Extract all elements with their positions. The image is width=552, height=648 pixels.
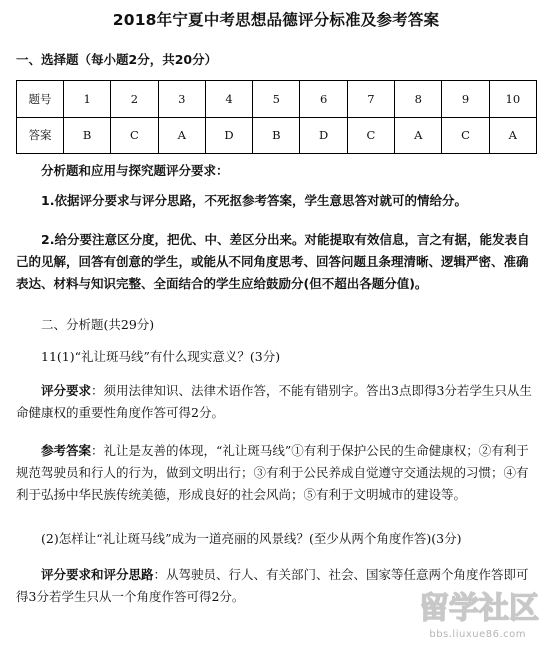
scoring-text: ：须用法律知识、法律术语作答，不能有错别字。答出3点即得3分若学生只从生命健康权的重要性角度作答可得2分。 xyxy=(16,383,532,420)
table-cell: C xyxy=(442,117,489,154)
table-row-answers xyxy=(17,117,537,154)
table-cell: D xyxy=(205,117,252,154)
question-11-2: (2)怎样让“礼让斑马线”成为一道亮丽的风景线？(至少从两个角度作答)(3分) xyxy=(41,531,462,546)
q11-1-scoring xyxy=(16,380,536,424)
section-1-heading: 一、选择题（每小题2分，共20分） xyxy=(16,52,218,67)
section-2-heading: 二、分析题(共29分) xyxy=(41,317,155,332)
table-cell: 5 xyxy=(253,81,300,118)
watermark-logo xyxy=(374,586,544,626)
q11-1-reference-answer xyxy=(16,440,536,506)
table-cell: C xyxy=(111,117,158,154)
reference-label: 参考答案 xyxy=(41,443,92,458)
document-title: 2018年宁夏中考思想品德评分标准及参考答案 xyxy=(112,11,440,29)
watermark-logo-text: 留学社区 xyxy=(419,591,539,626)
table-cell: 10 xyxy=(489,81,536,118)
table-cell: B xyxy=(64,117,111,154)
watermark-url: bbs.liuxue86.com xyxy=(429,629,526,640)
table-row-numbers xyxy=(17,81,537,118)
answer-table xyxy=(16,80,537,154)
scoring-label: 评分要求 xyxy=(41,383,92,398)
table-cell: 6 xyxy=(300,81,347,118)
table-cell: C xyxy=(347,117,394,154)
table-cell: 9 xyxy=(442,81,489,118)
scoring-text: ：从驾驶员、行人、有关部门、社会、国家等任意两个角度作答即可得3分若学生只从一个角度作答可得2分。 xyxy=(16,567,529,604)
table-cell: A xyxy=(158,117,205,154)
table-cell: 1 xyxy=(64,81,111,118)
table-cell: D xyxy=(300,117,347,154)
table-cell: 8 xyxy=(395,81,442,118)
requirements-heading: 分析题和应用与探究题评分要求： xyxy=(41,163,229,178)
table-cell: 3 xyxy=(158,81,205,118)
reference-text: ：礼让是友善的体现，“礼让斑马线”①有利于保护公民的生命健康权；②有利于规范驾驶员和行人的行为，做到文明出行；③有利于公民养成自觉遵守交通法规的习惯；④有利于弘扬中华民族传统美德，形成良好的社会风尚；⑤有利于文明城市的建设等。 xyxy=(16,443,529,502)
table-cell: 7 xyxy=(347,81,394,118)
table-cell: B xyxy=(253,117,300,154)
question-11-1: 11(1)“礼让斑马线”有什么现实意义？(3分) xyxy=(41,349,281,364)
requirement-item-2: 2.给分要注意区分度，把优、中、差区分出来。对能提取有效信息，言之有据，能发表自己的见解，回答有创意的学生，或能从不同角度思考、回答问题且条理清晰、逻辑严密、准确表达、材料与知识完整、全面结合的学生应给鼓励分(但不超出各题分值)。 xyxy=(16,232,530,291)
requirement-item-1: 1.依据评分要求与评分思路，不死抠参考答案，学生意思答对就可的情给分。 xyxy=(41,193,467,208)
row-label-number: 题号 xyxy=(17,81,64,118)
table-cell: A xyxy=(489,117,536,154)
table-cell: 4 xyxy=(205,81,252,118)
table-cell: A xyxy=(395,117,442,154)
scoring-label: 评分要求和评分思路 xyxy=(41,567,154,582)
row-label-answer: 答案 xyxy=(17,117,64,154)
table-cell: 2 xyxy=(111,81,158,118)
